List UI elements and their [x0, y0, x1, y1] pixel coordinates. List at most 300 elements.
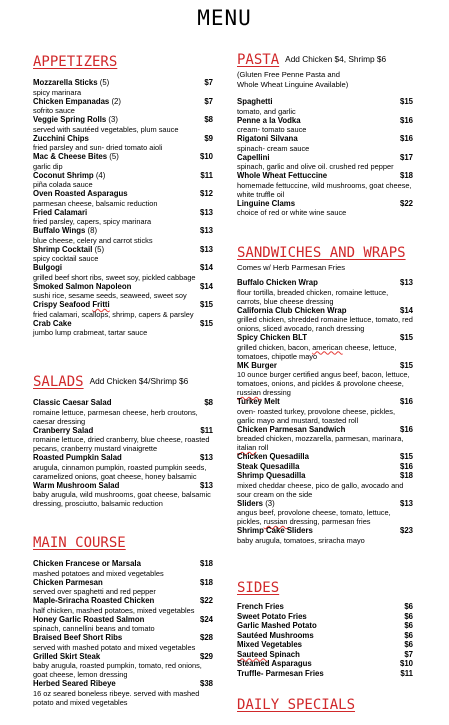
menu-item-title	[33, 115, 118, 125]
menu-item-description: served with sautéed vegetables, plum sauce	[33, 124, 179, 134]
menu-item-description: sofrito sauce	[33, 106, 75, 115]
menu-item-name: Zucchini Chips	[33, 133, 89, 143]
menu-item-name: Garlic Mashed Potato	[237, 621, 317, 630]
menu-item-row	[237, 153, 413, 163]
menu-item	[237, 306, 413, 334]
menu-item-title	[237, 471, 305, 481]
menu-item-title	[237, 659, 312, 669]
menu-item-name: Steak Quesadilla	[237, 461, 300, 471]
menu-item-price: $13	[199, 480, 213, 490]
menu-item	[33, 245, 213, 264]
pasta-heading: PASTA Add Chicken $4, Shrimp $6	[237, 52, 387, 68]
sandwiches-list	[237, 278, 413, 545]
menu-item-description: romaine lettuce, dried cranberry, blue cheese, roasted pecans, cranberry mustard vinaigrette	[33, 435, 210, 453]
menu-item	[33, 171, 213, 190]
menu-item	[33, 78, 213, 97]
menu-item	[33, 226, 213, 245]
menu-item-price: $16	[399, 397, 413, 406]
daily-specials-section	[237, 697, 413, 713]
menu-item-row	[237, 171, 413, 181]
menu-item-title	[33, 226, 97, 236]
menu-item-description: fried parsley and sun- dried tomato aioli	[33, 143, 163, 152]
menu-item-row	[237, 621, 413, 631]
menu-item-row	[237, 306, 413, 316]
menu-item-description: jumbo lump crabmeat, tartar sauce	[33, 328, 148, 337]
menu-item-description: angus beef, provolone cheese, tomato, lettuce, pickles, russian dressing, parmesan fries	[237, 508, 391, 526]
menu-item-price: $8	[204, 115, 213, 124]
menu-item-description: grilled chicken, shredded romaine lettuce, tomato, red onions, sliced avocado, ranch dressing	[237, 315, 413, 333]
menu-item	[33, 596, 213, 615]
menu-item-name: Warm Mushroom Salad	[33, 480, 120, 490]
pasta-list	[237, 97, 413, 217]
menu-item-name: Coconut Shrimp	[33, 170, 94, 180]
menu-item-name: Grilled Skirt Steak	[33, 651, 101, 661]
menu-item-row	[237, 640, 413, 650]
menu-item-name: Oven Roasted Asparagus	[33, 189, 128, 198]
menu-item	[33, 481, 213, 509]
menu-item	[237, 640, 413, 650]
menu-item-quantity: (5)	[109, 152, 119, 161]
menu-item-title	[237, 153, 270, 163]
menu-item-description: spicy marinara	[33, 87, 82, 97]
menu-item-row	[33, 245, 213, 255]
menu-item	[33, 679, 213, 707]
menu-item	[33, 615, 213, 634]
menu-item-row	[237, 278, 413, 288]
menu-item-name: Herbed Seared Ribeye	[33, 679, 116, 688]
menu-title: MENU	[197, 6, 252, 30]
menu-item-description: sushi rice, sesame seeds, seaweed, sweet soy	[33, 291, 187, 300]
sides-section	[237, 580, 413, 678]
menu-item-title	[237, 306, 346, 316]
menu-item-price: $38	[199, 679, 213, 688]
menu-item-title	[33, 208, 87, 218]
menu-item-row	[237, 659, 413, 669]
menu-item-name: Turkey Melt	[237, 397, 280, 406]
menu-item-quantity: (3)	[265, 498, 275, 508]
menu-item-price: $15	[199, 318, 213, 328]
menu-item-name: Chicken Quesadilla	[237, 452, 309, 461]
menu-item-price: $16	[399, 115, 413, 125]
menu-item-description: homemade fettuccine, wild mushrooms, goat cheese, white truffle oil	[237, 180, 412, 199]
menu-item-price: $14	[199, 281, 213, 291]
daily-specials-heading: DAILY SPECIALS	[237, 697, 356, 713]
menu-item	[33, 134, 213, 153]
menu-item-row	[33, 578, 213, 588]
menu-item-name: French Fries	[237, 602, 284, 611]
menu-item-price: $22	[399, 198, 413, 208]
menu-item-price: $14	[399, 305, 413, 315]
sides-heading: SIDES	[237, 580, 280, 596]
menu-item-row	[237, 97, 413, 107]
menu-item-description: parmesan cheese, balsamic reduction	[33, 198, 158, 208]
salads-list	[33, 398, 213, 508]
menu-item-price: $13	[199, 453, 213, 462]
menu-item	[33, 319, 213, 338]
menu-item-description: flour tortilla, breaded chicken, romaine lettuce, carrots, blue cheese dressing	[237, 287, 389, 306]
menu-item-row	[33, 282, 213, 292]
menu-item-price: $11	[200, 170, 213, 180]
menu-item-name: Braised Beef Short Ribs	[33, 633, 123, 642]
menu-item	[237, 153, 413, 172]
menu-item-row	[237, 116, 413, 126]
menu-item	[237, 499, 413, 527]
menu-item-title	[237, 612, 307, 622]
menu-item-row	[33, 481, 213, 491]
menu-item-title	[33, 97, 121, 107]
menu-item-description: spicy cocktail sauce	[33, 254, 99, 263]
menu-item-name: Sauteed Spinach	[237, 649, 300, 659]
menu-item-description: half chicken, mashed potatoes, mixed vegetables	[33, 605, 195, 615]
menu-item-price: $15	[399, 97, 413, 106]
menu-item	[237, 526, 413, 545]
menu-item-price: $17	[399, 152, 413, 162]
appetizers-list	[33, 78, 213, 337]
menu-item	[33, 97, 213, 116]
menu-item-title	[33, 263, 62, 273]
menu-item	[237, 650, 413, 660]
menu-item	[33, 652, 213, 680]
menu-item-name: California Club Chicken Wrap	[237, 305, 347, 315]
menu-item	[237, 134, 413, 153]
menu-item-title	[237, 621, 317, 631]
menu-item-row	[33, 679, 213, 689]
menu-item	[33, 115, 213, 134]
menu-item	[237, 97, 413, 116]
menu-item	[237, 452, 413, 462]
menu-item-name: Mac & Cheese Bites	[33, 152, 108, 161]
menu-item-title	[33, 245, 104, 255]
menu-item-title	[33, 189, 128, 199]
sides-list	[237, 602, 413, 678]
menu-item-description: 16 oz seared boneless ribeye. served with mashed potato and mixed vegetables	[33, 688, 200, 707]
menu-item-title	[33, 559, 141, 569]
menu-item-row	[237, 452, 413, 462]
menu-item-title	[237, 333, 307, 343]
menu-item-title	[33, 578, 103, 588]
menu-item-price: $18	[199, 559, 213, 568]
menu-item-name: Buffalo Wings	[33, 226, 86, 235]
menu-item	[237, 659, 413, 669]
menu-item	[237, 631, 413, 641]
menu-item-description: served over spaghetti and red pepper	[33, 587, 156, 596]
menu-item-description: mashed potatoes and mixed vegetables	[33, 568, 164, 578]
menu-item-name: Veggie Spring Rolls	[33, 115, 107, 124]
menu-item-title	[33, 453, 122, 463]
menu-item	[33, 578, 213, 597]
menu-item-title	[33, 282, 131, 292]
menu-item-title	[237, 669, 324, 679]
menu-item-description: breaded chicken, mozzarella, parmesan, marinara, italian roll	[237, 434, 404, 452]
menu-item-description: grilled chicken, bacon, american cheese, lettuce, tomatoes, chipotle mayo	[237, 342, 397, 361]
menu-item-row	[33, 596, 213, 606]
menu-item-price: $18	[399, 171, 413, 180]
menu-item-price: $10	[399, 659, 413, 668]
sandwiches-subtitle: Comes w/ Herb Parmesan Fries	[237, 263, 346, 272]
menu-item-description: cream- tomato sauce	[237, 125, 307, 134]
menu-item-title	[237, 397, 280, 407]
menu-item-price: $14	[199, 263, 213, 272]
menu-item-title	[237, 602, 284, 612]
menu-item	[33, 426, 213, 454]
menu-item-price: $24	[199, 614, 213, 624]
menu-item	[237, 621, 413, 631]
menu-item-row	[33, 78, 213, 88]
menu-item-price: $7	[204, 78, 213, 87]
menu-item-title	[33, 134, 89, 144]
menu-item	[237, 116, 413, 135]
menu-item-name: Shrimp Quesadilla	[237, 471, 306, 480]
menu-item-name: Crispy Seafood Fritti	[33, 300, 110, 309]
salads-heading: SALADS Add Chicken $4/Shrimp $6	[33, 374, 189, 390]
menu-item	[33, 453, 213, 481]
menu-item-row	[33, 652, 213, 662]
menu-item-row	[33, 134, 213, 144]
menu-item-price: $10	[199, 152, 213, 161]
menu-item-description: spinach, cannellini beans and tomato	[33, 624, 155, 633]
menu-item-row	[237, 471, 413, 481]
menu-item-title	[237, 526, 313, 536]
menu-item-name: Sliders	[237, 498, 264, 508]
menu-item-row	[237, 425, 413, 435]
menu-item	[237, 425, 413, 453]
menu-item-price: $6	[404, 630, 413, 640]
menu-item-name: Chicken Parmesan	[33, 577, 103, 587]
menu-item-price: $12	[199, 189, 213, 198]
menu-item-description: arugula, cinnamon pumpkin, roasted pumpkin seeds, caramelized onions, goat cheese, honey balsamic	[33, 462, 207, 481]
menu-item-quantity: (3)	[108, 115, 118, 124]
menu-item-row	[237, 602, 413, 612]
menu-item-row	[237, 526, 413, 536]
menu-item-price: $11	[200, 425, 213, 435]
menu-item	[237, 278, 413, 306]
menu-item	[237, 361, 413, 398]
menu-item-name: Chicken Empanadas	[33, 96, 110, 106]
menu-item-name: Whole Wheat Fettuccine	[237, 171, 328, 180]
menu-item-row	[33, 171, 213, 181]
menu-item-price: $18	[399, 471, 413, 480]
menu-item-title	[33, 398, 111, 408]
menu-item-name: Chicken Francese or Marsala	[33, 559, 141, 568]
menu-item	[237, 462, 413, 472]
menu-item	[237, 471, 413, 499]
menu-item-name: Sautéed Mushrooms	[237, 630, 314, 640]
menu-item-title	[33, 615, 144, 625]
menu-item-title	[33, 652, 100, 662]
menu-item	[237, 199, 413, 218]
main-course-list	[33, 559, 213, 707]
menu-item-price: $13	[199, 207, 213, 217]
menu-item-price: $28	[199, 633, 213, 642]
menu-item-name: Linguine Clams	[237, 198, 296, 208]
menu-item-title	[33, 300, 110, 310]
menu-item-price: $6	[404, 602, 413, 611]
menu-item-description: grilled beef short ribs, sweet soy, pickled cabbage	[33, 272, 196, 282]
menu-item-price: $13	[399, 278, 413, 287]
menu-item-title	[33, 679, 116, 689]
menu-item-name: Buffalo Chicken Wrap	[237, 278, 318, 287]
menu-item-price: $6	[404, 640, 413, 649]
menu-item-name: Spicy Chicken BLT	[237, 333, 308, 342]
menu-item-price: $9	[204, 133, 213, 143]
menu-item-price: $8	[204, 398, 213, 407]
menu-item-name: Fried Calamari	[33, 207, 88, 217]
menu-item-title	[33, 633, 122, 643]
menu-item-row	[33, 152, 213, 162]
menu-item-row	[237, 669, 413, 679]
menu-item-price: $22	[199, 596, 213, 605]
menu-item-row	[33, 208, 213, 218]
menu-item-row	[33, 559, 213, 569]
menu-item-price: $6	[404, 611, 413, 621]
menu-item	[33, 633, 213, 652]
menu-item-description: baby arugula, wild mushrooms, goat cheese, balsamic dressing, prosciutto, balsamic reduction	[33, 490, 211, 508]
menu-item-name: Steamed Asparagus	[237, 659, 312, 668]
appetizers-heading: APPETIZERS	[33, 54, 118, 70]
menu-item-row	[237, 612, 413, 622]
menu-item-title	[237, 97, 273, 107]
menu-item-title	[237, 640, 302, 650]
menu-item-title	[33, 78, 109, 88]
menu-item	[33, 208, 213, 227]
menu-item	[33, 398, 213, 426]
menu-item-row	[33, 615, 213, 625]
menu-item-name: Shrimp Cocktail	[33, 244, 93, 254]
menu-item-title	[33, 152, 119, 162]
menu-item-name: Penne a la Vodka	[237, 115, 301, 125]
menu-item	[33, 263, 213, 282]
menu-item-name: Roasted Pumpkin Salad	[33, 453, 122, 462]
menu-item-row	[237, 650, 413, 660]
menu-item-price: $13	[199, 244, 213, 254]
menu-item-price: $16	[399, 134, 413, 143]
menu-item	[33, 559, 213, 578]
menu-item-row	[33, 189, 213, 199]
menu-item-quantity: (5)	[99, 78, 110, 87]
menu-item-price: $15	[399, 333, 413, 342]
menu-item-name: Maple-Sriracha Roasted Chicken	[33, 596, 155, 605]
menu-item-price: $15	[399, 452, 413, 461]
menu-item-description: baby arugula, tomatoes, sriracha mayo	[237, 535, 365, 545]
menu-item-description: oven- roasted turkey, provolone cheese, pickles, garlic mayo and mustard, toasted roll	[237, 406, 396, 425]
menu-item-description: spinach- cream sauce	[237, 143, 310, 153]
pasta-section	[237, 51, 413, 217]
menu-item-row	[33, 263, 213, 273]
menu-item-name: Cranberry Salad	[33, 425, 94, 435]
pasta-subtitle: (Gluten Free Penne Pasta and Whole Wheat Linguine Available)	[237, 70, 349, 89]
menu-item-title	[33, 481, 119, 491]
main-course-heading: MAIN COURSE	[33, 535, 126, 551]
menu-item-title	[237, 278, 318, 288]
menu-item-description: choice of red or white wine sauce	[237, 208, 347, 217]
menu-item	[237, 397, 413, 425]
menu-item-description: piña colada sauce	[33, 180, 93, 189]
menu-item-description: romaine lettuce, parmesan cheese, herb croutons, caesar dressing	[33, 407, 198, 426]
menu-item-row	[33, 115, 213, 125]
menu-item-name: Mixed Vegetables	[237, 640, 303, 649]
menu-item-description: garlic dip	[33, 161, 63, 171]
menu-item-title	[237, 361, 277, 371]
salads-add-protein-note: Add Chicken $4/Shrimp $6	[89, 376, 189, 386]
menu-item-name: Spaghetti	[237, 97, 273, 106]
menu-item-price: $13	[199, 226, 213, 235]
menu-item-price: $15	[399, 360, 413, 370]
menu-item-description: fried parsley, capers, spicy marinara	[33, 217, 152, 226]
menu-item-title	[33, 171, 105, 181]
menu-item	[33, 282, 213, 301]
menu-item	[237, 333, 413, 361]
menu-item-quantity: (8)	[87, 226, 98, 235]
menu-item-row	[237, 333, 413, 343]
menu-item	[237, 602, 413, 612]
menu-item-name: Smoked Salmon Napoleon	[33, 281, 132, 291]
sandwiches-section	[237, 245, 413, 545]
menu-item	[237, 612, 413, 622]
menu-item-description: fried calamari, scallops, shrimp, capers & parsley	[33, 309, 194, 319]
menu-item-row	[237, 499, 413, 509]
menu-item-name: Honey Garlic Roasted Salmon	[33, 614, 145, 624]
salads-section	[33, 373, 213, 508]
menu-item-row	[33, 633, 213, 643]
menu-item-title	[237, 650, 300, 660]
menu-item-description: 10 ounce burger certified angus beef, bacon, lettuce, tomatoes, onions, and pickles & provolone cheese, russian dressing	[237, 370, 410, 397]
menu-item-title	[237, 199, 295, 209]
menu-item-name: Rigatoni Silvana	[237, 134, 298, 143]
menu-item-price: $16	[399, 461, 413, 471]
menu-item	[237, 171, 413, 199]
menu-item-row	[33, 226, 213, 236]
menu-item-row	[237, 631, 413, 641]
menu-item-description: baby arugula, roasted pumpkin, tomato, red onions, goat cheese, lemon dressing	[33, 661, 202, 679]
menu-item-description: tomato, and garlic	[237, 106, 296, 116]
menu-item	[33, 152, 213, 171]
menu-item-title	[237, 134, 298, 144]
menu-item	[237, 669, 413, 679]
menu-item-name: Sweet Potato Fries	[237, 611, 307, 621]
menu-item-row	[33, 453, 213, 463]
menu-item-description: blue cheese, celery and carrot sticks	[33, 235, 153, 245]
menu-item-row	[33, 97, 213, 107]
menu-item-title	[237, 631, 314, 641]
menu-item-quantity: (4)	[95, 170, 106, 180]
menu-item-quantity: (2)	[111, 96, 121, 106]
menu-item-row	[237, 361, 413, 371]
menu-item-name: Mozzarella Sticks	[33, 78, 98, 87]
menu-item-description: served with mashed potato and mixed vegetables	[33, 642, 196, 652]
menu-item-name: Chicken Parmesan Sandwich	[237, 424, 346, 434]
menu-item-name: Crab Cake	[33, 318, 72, 328]
menu-item-price: $7	[404, 649, 413, 659]
menu-item-row	[33, 319, 213, 329]
pasta-add-protein-note: Add Chicken $4, Shrimp $6	[285, 54, 387, 64]
menu-item-title	[237, 116, 301, 126]
menu-item-price: $15	[199, 300, 213, 309]
menu-item-price: $11	[400, 668, 413, 678]
menu-item-price: $23	[399, 526, 413, 535]
menu-item-title	[237, 171, 327, 181]
menu-item-price: $13	[399, 498, 413, 508]
sandwiches-heading: SANDWICHES AND WRAPS	[237, 245, 406, 261]
menu-item-name: Capellini	[237, 152, 270, 162]
menu-item-price: $6	[404, 621, 413, 630]
menu-item-price: $16	[399, 424, 413, 434]
menu-item-row	[237, 462, 413, 472]
menu-item	[33, 300, 213, 319]
appetizers-section	[33, 54, 213, 337]
menu-item-quantity: (5)	[94, 244, 105, 254]
menu-item-name: Bulgogi	[33, 263, 63, 272]
menu-item-title	[33, 596, 154, 606]
